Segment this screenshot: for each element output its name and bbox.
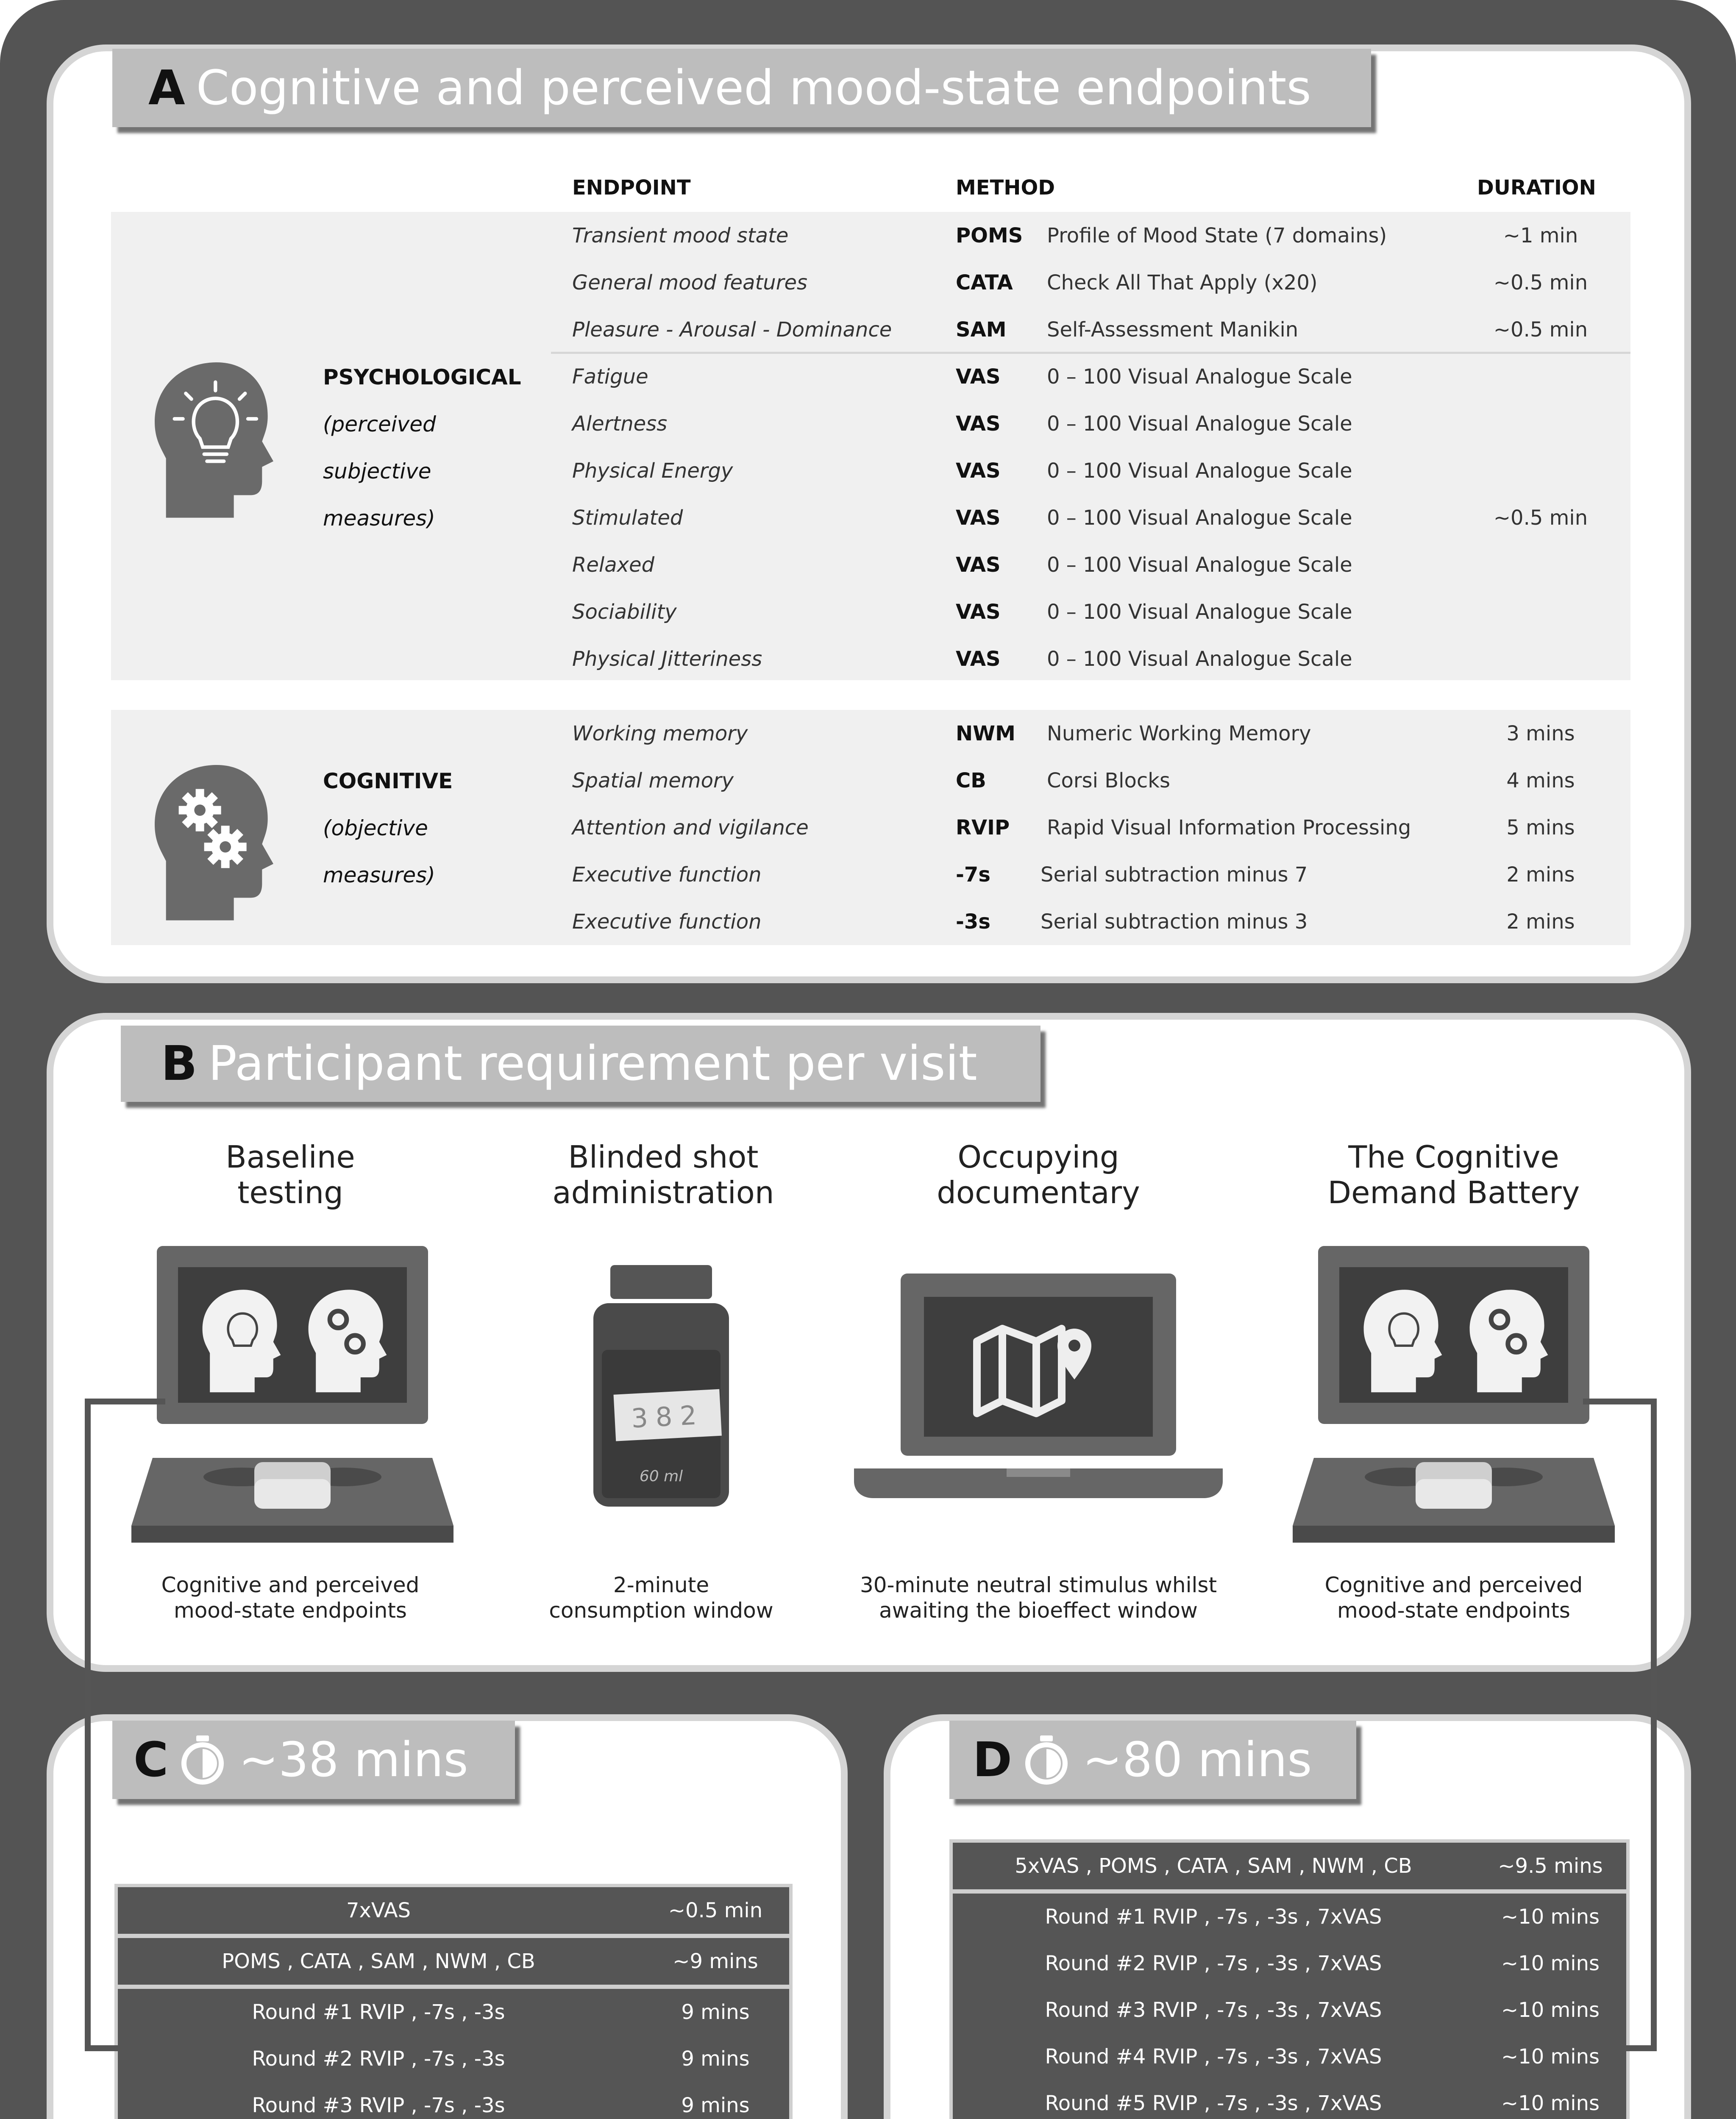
cognitive-row-5-endpoint: Executive function xyxy=(572,909,762,934)
table-row-duration: 9 mins xyxy=(681,2047,750,2071)
table-row-activities: POMS , CATA , SAM , NWM , CB xyxy=(222,1949,535,1973)
stage-4-caption-line-1: Cognitive and perceived xyxy=(1324,1573,1583,1597)
section-divider-band xyxy=(97,1672,1644,1714)
stage-1-caption-line-1: Cognitive and perceived xyxy=(161,1573,420,1597)
table-row xyxy=(953,2080,1626,2119)
psychological-sub-3: measures) xyxy=(323,506,435,531)
cognitive-row-5-duration: 2 mins xyxy=(1506,909,1575,934)
stage-1-title-line-2: testing xyxy=(237,1175,343,1210)
table-row-duration: 9 mins xyxy=(681,2094,750,2117)
cognitive-row-5-method-code: -3s xyxy=(956,909,990,934)
psychological-row-2-method-code: CATA xyxy=(956,270,1013,295)
psychological-row-7-method-description: 0 – 100 Visual Analogue Scale xyxy=(1047,506,1352,530)
table-row-activities: Round #4 RVIP , -7s , -3s , 7xVAS xyxy=(1045,2045,1382,2069)
table-separator xyxy=(118,1985,789,1989)
connector-left-top xyxy=(85,1399,165,1404)
cognitive-sub-2: measures) xyxy=(323,862,435,887)
psychological-row-4-duration xyxy=(1471,353,1611,400)
table-row-duration: ~10 mins xyxy=(1501,1952,1600,1975)
panel-d-table xyxy=(949,1839,1630,2119)
table-row-duration: ~10 mins xyxy=(1501,1998,1600,2022)
table-row-duration: ~10 mins xyxy=(1501,2045,1600,2069)
table-row-activities: 5xVAS , POMS , CATA , SAM , NWM , CB xyxy=(1015,1854,1412,1878)
psychological-row-10-endpoint: Physical Jitteriness xyxy=(572,647,762,671)
psychological-row-10-method-code: VAS xyxy=(956,647,1001,671)
psychological-row-10-duration xyxy=(1471,635,1611,682)
cognitive-row-4-method-description: Serial subtraction minus 7 xyxy=(1040,862,1308,887)
stage-4-caption-line-2: mood-state endpoints xyxy=(1337,1598,1570,1623)
psychological-row-1-duration: ~1 min xyxy=(1503,223,1578,247)
cognitive-row-1-endpoint: Working memory xyxy=(572,721,748,745)
psychological-row-7-endpoint: Stimulated xyxy=(572,506,683,530)
psychological-row-5-duration xyxy=(1471,400,1611,447)
stage-1-caption xyxy=(106,1572,475,1623)
stage-2-title-line-1: Blinded shot xyxy=(568,1139,759,1175)
psychological-row-7-duration: ~0.5 min xyxy=(1493,506,1588,530)
stage-3-caption xyxy=(831,1572,1246,1623)
psychological-row-8-endpoint: Relaxed xyxy=(572,553,655,577)
cognitive-row-3-endpoint: Attention and vigilance xyxy=(572,815,809,840)
cognitive-row-4-method-code: -7s xyxy=(956,862,990,887)
table-row-activities: Round #5 RVIP , -7s , -3s , 7xVAS xyxy=(1045,2091,1382,2115)
table-row xyxy=(118,1887,789,1934)
psychological-row-3-endpoint: Pleasure - Arousal - Dominance xyxy=(572,317,892,342)
table-row-activities: Round #1 RVIP , -7s , -3s xyxy=(252,2000,505,2024)
table-row-activities: Round #1 RVIP , -7s , -3s , 7xVAS xyxy=(1045,1905,1382,1929)
panel-d-letter: D xyxy=(973,1732,1012,1788)
table-row-activities: 7xVAS xyxy=(346,1899,411,1922)
table-row-duration: ~0.5 min xyxy=(668,1899,763,1922)
stage-2-caption-line-2: consumption window xyxy=(549,1598,773,1623)
table-row-activities: Round #2 RVIP , -7s , -3s , 7xVAS xyxy=(1045,1952,1382,1975)
cognitive-row-2-method-code: CB xyxy=(956,768,986,793)
panel-c-letter: C xyxy=(134,1732,169,1788)
table-row xyxy=(118,2036,789,2082)
header-endpoint: ENDPOINT xyxy=(572,176,691,200)
connector-left-bottom xyxy=(85,2045,119,2051)
psychological-row-9-duration xyxy=(1471,588,1611,635)
psychological-label-group xyxy=(323,353,543,542)
stage-1-title-line-1: Baseline xyxy=(225,1139,355,1175)
psychological-row-9-method-code: VAS xyxy=(956,600,1001,624)
table-row-duration: ~10 mins xyxy=(1501,2091,1600,2115)
psychological-row-10-method-description: 0 – 100 Visual Analogue Scale xyxy=(1047,647,1352,671)
computer-heads-icon xyxy=(127,1242,458,1547)
stage-3-caption-line-2: awaiting the bioeffect window xyxy=(879,1598,1198,1623)
psychological-row-3-duration: ~0.5 min xyxy=(1493,317,1588,342)
psychological-row-8-duration xyxy=(1471,541,1611,588)
cognitive-label: COGNITIVE xyxy=(323,768,453,793)
psychological-row-4-endpoint: Fatigue xyxy=(572,364,648,389)
psychological-row-9-method-description: 0 – 100 Visual Analogue Scale xyxy=(1047,600,1352,624)
stage-3-title xyxy=(848,1139,1229,1210)
cognitive-sub-1: (objective xyxy=(323,815,428,840)
stage-2-title-line-2: administration xyxy=(552,1175,774,1210)
table-row xyxy=(953,1843,1626,1889)
table-row xyxy=(118,2082,789,2119)
connector-right-bottom xyxy=(1625,2045,1657,2051)
stage-3-title-line-2: documentary xyxy=(937,1175,1140,1210)
panel-b-letter: B xyxy=(161,1036,198,1091)
psychological-row-7-method-code: VAS xyxy=(956,506,1001,530)
connector-right-top xyxy=(1583,1399,1657,1404)
psychological-row-4-method-code: VAS xyxy=(956,364,1001,389)
cognitive-row-5-method-description: Serial subtraction minus 3 xyxy=(1040,909,1308,934)
psychological-row-1-endpoint: Transient mood state xyxy=(572,223,789,247)
stage-3-caption-line-1: 30-minute neutral stimulus whilst xyxy=(860,1573,1217,1597)
cognitive-row-2-method-description: Corsi Blocks xyxy=(1047,768,1171,793)
stage-3-title-line-1: Occupying xyxy=(957,1139,1119,1175)
psychological-row-4-method-description: 0 – 100 Visual Analogue Scale xyxy=(1047,364,1352,389)
psychological-row-2-duration: ~0.5 min xyxy=(1493,270,1588,295)
psychological-row-2-endpoint: General mood features xyxy=(572,270,807,295)
psychological-row-8-method-code: VAS xyxy=(956,553,1001,577)
stage-4-title xyxy=(1271,1139,1636,1210)
lightbulb-head-icon xyxy=(142,354,286,523)
cognitive-row-4-duration: 2 mins xyxy=(1506,862,1575,887)
psychological-row-1-method-code: POMS xyxy=(956,223,1023,247)
psychological-row-8-method-description: 0 – 100 Visual Analogue Scale xyxy=(1047,553,1352,577)
table-row xyxy=(953,1940,1626,1987)
table-row xyxy=(118,1938,789,1985)
cognitive-label-group xyxy=(323,757,543,898)
cognitive-row-2-duration: 4 mins xyxy=(1506,768,1575,793)
panel-c-title: ~38 mins xyxy=(239,1732,468,1788)
table-separator xyxy=(953,1889,1626,1894)
table-row xyxy=(953,2033,1626,2080)
panel-a-title: Cognitive and perceived mood-state endpoints xyxy=(196,60,1311,116)
table-row xyxy=(953,1987,1626,2033)
psychological-label: PSYCHOLOGICAL xyxy=(323,364,521,389)
laptop-map-icon xyxy=(854,1274,1223,1502)
stopwatch-icon xyxy=(179,1735,226,1785)
connector-right-vertical xyxy=(1651,1399,1657,2051)
cognitive-row-2-endpoint: Spatial memory xyxy=(572,768,734,793)
psychological-row-6-method-description: 0 – 100 Visual Analogue Scale xyxy=(1047,459,1352,483)
cognitive-row-1-method-code: NWM xyxy=(956,721,1015,745)
psychological-row-2-method-description: Check All That Apply (x20) xyxy=(1047,270,1318,295)
panel-b-title-bar xyxy=(121,1026,1040,1102)
table-row xyxy=(953,1894,1626,1940)
psychological-row-6-duration xyxy=(1471,447,1611,494)
psychological-row-6-endpoint: Physical Energy xyxy=(572,459,733,483)
panel-d-title: ~80 mins xyxy=(1082,1732,1312,1788)
table-row-activities: Round #3 RVIP , -7s , -3s , 7xVAS xyxy=(1045,1998,1382,2022)
psychological-row-5-endpoint: Alertness xyxy=(572,412,668,436)
computer-heads-icon-2 xyxy=(1288,1242,1619,1547)
bottle-volume: 60 ml xyxy=(639,1468,683,1485)
table-row-activities: Round #3 RVIP , -7s , -3s xyxy=(252,2094,505,2117)
table-row-activities: Round #2 RVIP , -7s , -3s xyxy=(252,2047,505,2071)
panel-c-title-bar xyxy=(112,1721,515,1799)
psychological-row-5-method-description: 0 – 100 Visual Analogue Scale xyxy=(1047,412,1352,436)
connector-left xyxy=(85,1399,161,2051)
panel-d-title-bar xyxy=(949,1721,1356,1799)
psychological-sub-2: subjective xyxy=(323,459,431,484)
psychological-row-3-method-code: SAM xyxy=(956,317,1007,342)
panel-a-title-bar xyxy=(112,49,1371,127)
stage-4-title-line-2: Demand Battery xyxy=(1327,1175,1580,1210)
cognitive-row-1-method-description: Numeric Working Memory xyxy=(1047,721,1311,745)
panel-a-letter: A xyxy=(148,60,185,116)
psychological-sub-1: (perceived xyxy=(323,412,436,437)
cognitive-row-4-endpoint: Executive function xyxy=(572,862,762,887)
table-row-duration: ~10 mins xyxy=(1501,1905,1600,1929)
table-row xyxy=(118,1989,789,2036)
psychological-row-5-method-code: VAS xyxy=(956,412,1001,436)
bottle-icon xyxy=(589,1265,733,1511)
cognitive-row-3-duration: 5 mins xyxy=(1506,815,1575,840)
cognitive-row-3-method-description: Rapid Visual Information Processing xyxy=(1047,815,1411,840)
stopwatch-icon-2 xyxy=(1023,1735,1070,1785)
table-separator xyxy=(118,1934,789,1938)
table-row-duration: ~9 mins xyxy=(673,1949,758,1973)
bottle-code: 382 xyxy=(630,1399,705,1434)
psychological-row-9-endpoint: Sociability xyxy=(572,600,677,624)
stage-2-caption-line-1: 2-minute xyxy=(613,1573,709,1597)
table-row-duration: 9 mins xyxy=(681,2000,750,2024)
stage-1-caption-line-2: mood-state endpoints xyxy=(174,1598,407,1623)
header-method: METHOD xyxy=(956,176,1055,200)
cognitive-row-1-duration: 3 mins xyxy=(1506,721,1575,745)
psychological-row-3-method-description: Self-Assessment Manikin xyxy=(1047,317,1299,342)
panel-c-table xyxy=(114,1884,793,2119)
psychological-row-1-method-description: Profile of Mood State (7 domains) xyxy=(1047,223,1387,247)
cognitive-row-3-method-code: RVIP xyxy=(956,815,1010,840)
header-duration: DURATION xyxy=(1477,176,1596,200)
stage-1-title xyxy=(123,1139,458,1210)
panel-b-title: Participant requirement per visit xyxy=(208,1036,977,1091)
stage-2-title xyxy=(496,1139,831,1210)
gears-head-icon xyxy=(142,756,286,926)
stage-4-title-line-1: The Cognitive xyxy=(1348,1139,1559,1175)
psychological-row-6-method-code: VAS xyxy=(956,459,1001,483)
stage-4-caption xyxy=(1271,1572,1636,1623)
stage-2-caption xyxy=(487,1572,835,1623)
table-row-duration: ~9.5 mins xyxy=(1498,1854,1603,1878)
